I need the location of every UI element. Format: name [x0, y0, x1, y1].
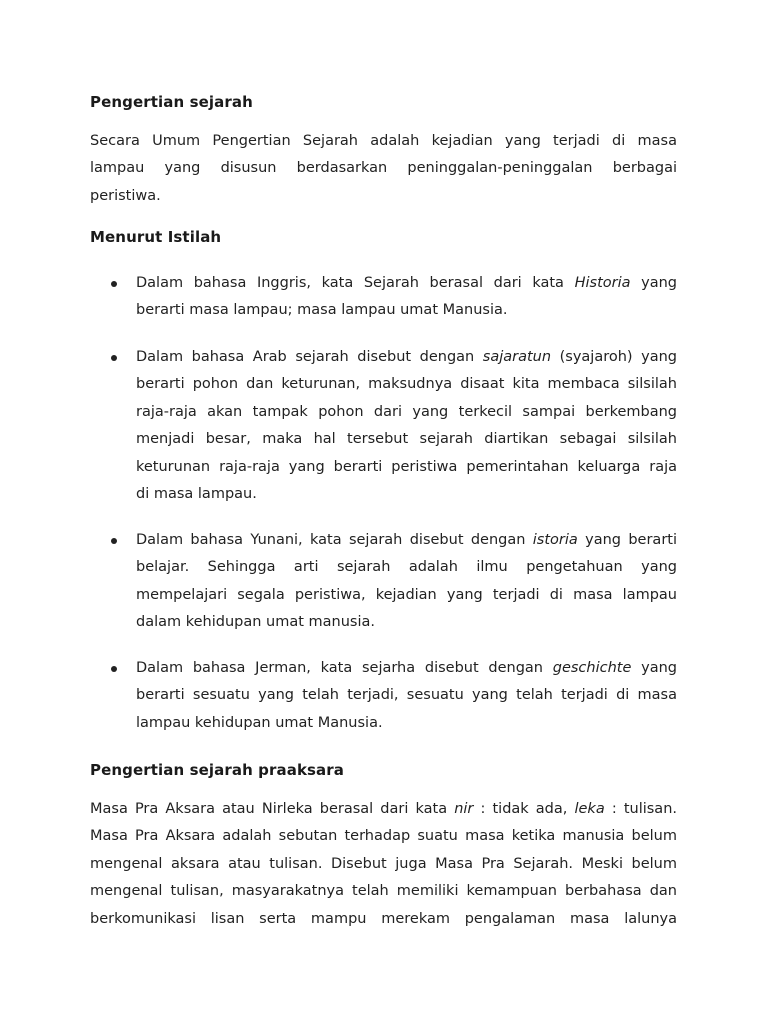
paragraph-line: Masa Pra Aksara atau Nirleka berasal dari kata nir : tidak ada, leka : tulisan.	[90, 801, 677, 817]
list-item	[90, 344, 677, 508]
list-item-line: berarti masa lampau; masa lampau umat Manusia.	[136, 302, 508, 319]
list-item-line: di masa lampau.	[136, 485, 257, 502]
paragraph-line: lampau yang disusun berdasarkan peninggalan-peninggalan berbagai	[90, 160, 677, 177]
list-item-line: Dalam bahasa Yunani, kata sejarah disebut dengan istoria yang berarti	[136, 532, 677, 548]
list-item-line: Dalam bahasa Jerman, kata sejarha disebut dengan geschichte yang	[136, 660, 677, 676]
heading-pengertian-sejarah: Pengertian sejarah	[90, 93, 253, 111]
list-item-line: menjadi besar, maka hal tersebut sejarah diartikan sebagai silsilah	[136, 431, 677, 448]
bullet-icon	[111, 666, 117, 672]
list-item-text	[136, 527, 677, 637]
list-item-line: dalam kehidupan umat manusia.	[136, 614, 376, 631]
list-item	[90, 527, 677, 637]
list-item-line: berarti pohon dan keturunan, maksudnya disaat kita membaca silsilah	[136, 376, 677, 393]
list-item-line: lampau kehidupan umat Manusia.	[136, 714, 383, 731]
list-item-line: raja-raja akan tampak pohon dari yang terkecil sampai berkembang	[136, 403, 677, 420]
list-item-text	[136, 655, 677, 737]
list-item-line: berarti sesuatu yang telah terjadi, sesuatu yang telah terjadi di masa	[136, 687, 677, 704]
paragraph-line: peristiwa.	[90, 187, 161, 204]
list-item-line: Dalam bahasa Inggris, kata Sejarah berasal dari kata Historia yang	[136, 275, 677, 291]
paragraph-line: berkomunikasi lisan serta mampu merekam pengalaman masa lalunya	[90, 910, 677, 927]
list-item	[90, 655, 677, 737]
list-item	[90, 270, 677, 325]
heading-pengertian-sejarah-praaksara: Pengertian sejarah praaksara	[90, 761, 344, 779]
paragraph-praaksara	[90, 796, 677, 933]
list-item-line: mempelajari segala peristiwa, kejadian yang terjadi di masa lampau	[136, 586, 677, 603]
paragraph-line: mengenal tulisan, masyarakatnya telah memiliki kemampuan berbahasa dan	[90, 883, 677, 900]
paragraph-line: Masa Pra Aksara adalah sebutan terhadap suatu masa ketika manusia belum	[90, 828, 677, 845]
paragraph-line: mengenal aksara atau tulisan. Disebut juga Masa Pra Sejarah. Meski belum	[90, 855, 677, 872]
list-item-line: keturunan raja-raja yang berarti peristiwa pemerintahan keluarga raja	[136, 458, 677, 475]
list-item-text	[136, 270, 677, 325]
list-item-line: belajar. Sehingga arti sejarah adalah ilmu pengetahuan yang	[136, 559, 677, 576]
list-item-line: Dalam bahasa Arab sejarah disebut dengan sajaratun (syajaroh) yang	[136, 349, 677, 365]
paragraph-pengertian	[90, 128, 677, 210]
bullet-icon	[111, 538, 117, 544]
list-item-text	[136, 344, 677, 508]
paragraph-line: Secara Umum Pengertian Sejarah adalah kejadian yang terjadi di masa	[90, 133, 677, 149]
bullet-icon	[111, 281, 117, 287]
heading-menurut-istilah: Menurut Istilah	[90, 228, 222, 246]
bullet-icon	[111, 355, 117, 361]
